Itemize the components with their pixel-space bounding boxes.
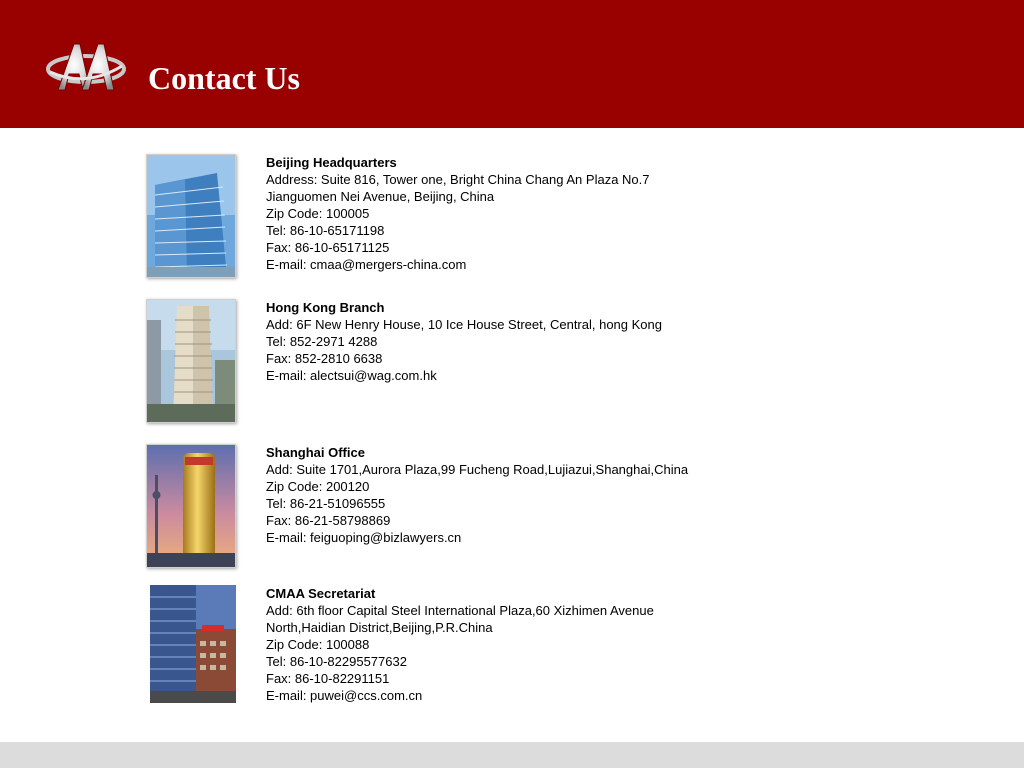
office-tel: Tel: 86-10-82295577632 [266, 654, 407, 669]
office-fax: Fax: 86-21-58798869 [266, 513, 391, 528]
office-address-line: Address: Suite 816, Tower one, Bright China Chang An Plaza No.7 [266, 172, 650, 187]
office-info [266, 444, 886, 546]
office-tel: Tel: 852-2971 4288 [266, 334, 378, 349]
office-fax: Fax: 852-2810 6638 [266, 351, 383, 366]
office-info [266, 154, 886, 273]
cmaa-logo-icon [44, 36, 128, 98]
office-name: Beijing Headquarters [266, 155, 397, 170]
office-address-line: Add: 6th floor Capital Steel International Plaza,60 Xizhimen Avenue [266, 603, 654, 618]
footer-bar [0, 742, 1024, 768]
office-email: E-mail: puwei@ccs.com.cn [266, 688, 423, 703]
office-tel: Tel: 86-21-51096555 [266, 496, 386, 511]
office-zip-code: Zip Code: 100005 [266, 206, 370, 221]
office-name: Shanghai Office [266, 445, 365, 460]
office-info [266, 299, 886, 384]
office-fax: Fax: 86-10-65171125 [266, 240, 390, 255]
office-info [266, 585, 886, 704]
office-address-line: Add: 6F New Henry House, 10 Ice House Street, Central, hong Kong [266, 317, 662, 332]
office-name: CMAA Secretariat [266, 586, 376, 601]
office-address-line: North,Haidian District,Beijing,P.R.China [266, 620, 493, 635]
header-banner [0, 0, 1024, 128]
office-address-line: Jianguomen Nei Avenue, Beijing, China [266, 189, 495, 204]
page-title: Contact Us [148, 60, 300, 96]
office-fax: Fax: 86-10-82291151 [266, 671, 390, 686]
office-tel: Tel: 86-10-65171198 [266, 223, 385, 238]
office-building-photo-icon [150, 585, 236, 703]
office-name: Hong Kong Branch [266, 300, 385, 315]
office-zip-code: Zip Code: 100088 [266, 637, 370, 652]
office-email: E-mail: alectsui@wag.com.hk [266, 368, 437, 383]
office-address-line: Add: Suite 1701,Aurora Plaza,99 Fucheng Road,Lujiazui,Shanghai,China [266, 462, 689, 477]
office-email: E-mail: feiguoping@bizlawyers.cn [266, 530, 462, 545]
office-building-photo-icon [146, 299, 236, 423]
office-building-photo-icon [146, 154, 236, 278]
office-zip-code: Zip Code: 200120 [266, 479, 370, 494]
office-email: E-mail: cmaa@mergers-china.com [266, 257, 467, 272]
office-building-photo-icon [146, 444, 236, 568]
